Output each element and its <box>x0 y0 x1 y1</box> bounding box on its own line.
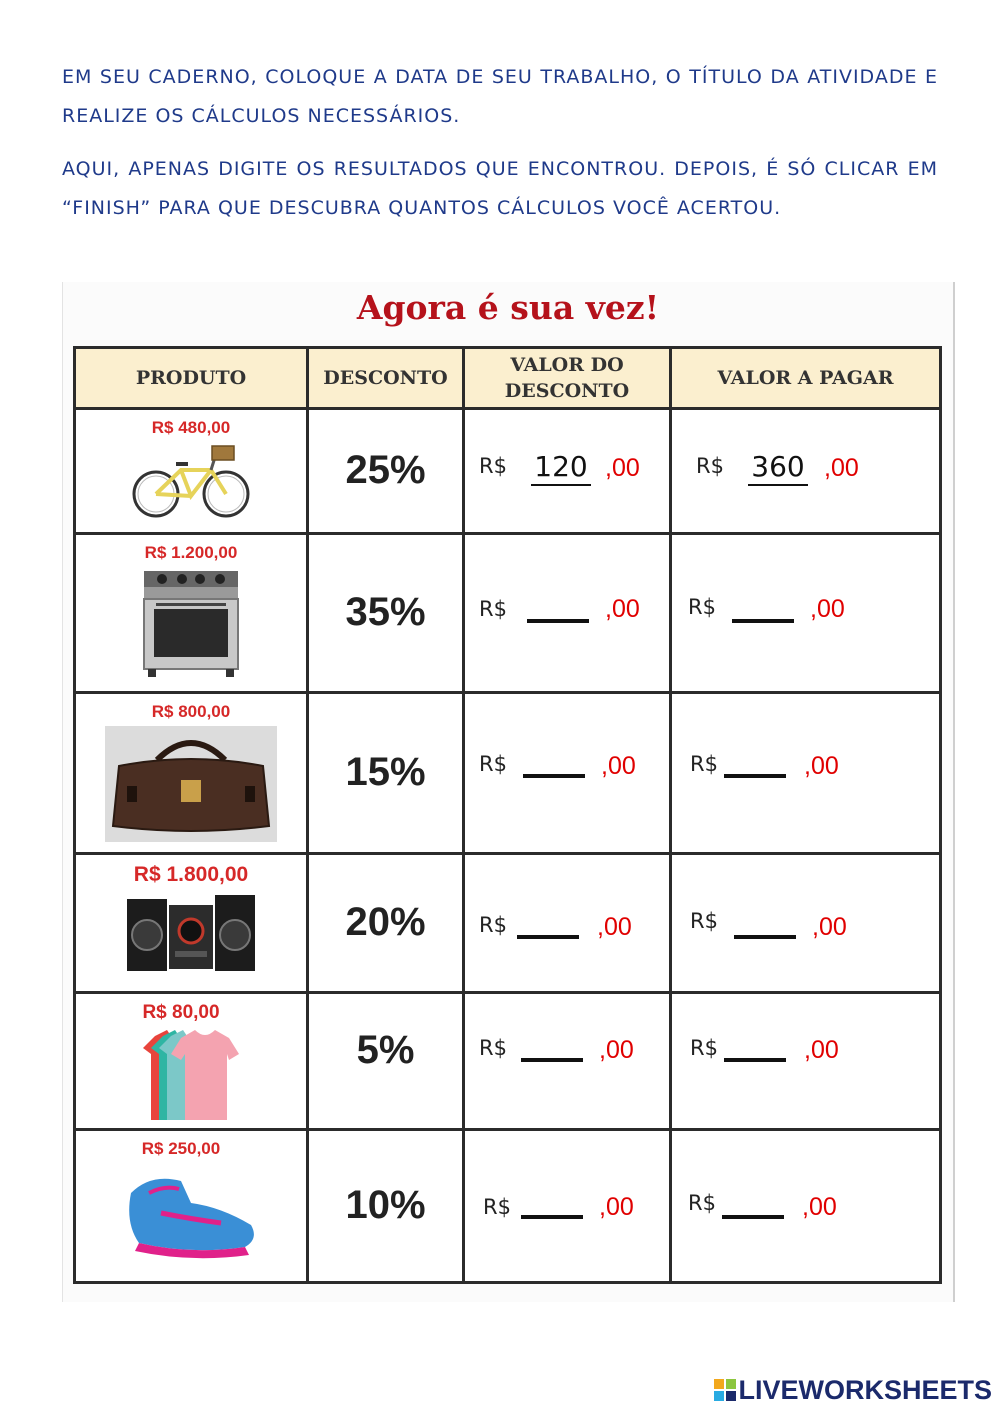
pay-value-cell <box>671 533 941 692</box>
product-cell <box>75 692 308 853</box>
currency-label: R$ <box>479 454 507 478</box>
discount-value-input[interactable] <box>521 1036 583 1062</box>
cents-label: ,00 <box>804 1035 839 1064</box>
discount-table <box>73 346 942 1284</box>
discount-value-answer[interactable]: 120 <box>531 450 591 486</box>
header-valor-desconto-line1: VALOR DO <box>510 354 624 376</box>
header-valor-pagar: VALOR A PAGAR <box>671 348 941 409</box>
discount-percent: 15% <box>308 692 464 853</box>
header-produto: PRODUTO <box>75 348 308 409</box>
table-row <box>75 854 941 993</box>
currency-label: R$ <box>688 1190 716 1215</box>
pay-value-cell <box>671 1129 941 1282</box>
currency-label: R$ <box>479 913 507 938</box>
pay-value-input[interactable] <box>732 597 794 623</box>
pay-value-cell <box>671 692 941 853</box>
product-price: R$ 250,00 <box>141 1138 221 1158</box>
cents-label: ,00 <box>601 751 636 780</box>
discount-value-input[interactable] <box>523 752 585 778</box>
cents-label: ,00 <box>804 751 839 780</box>
cents-label: ,00 <box>812 913 847 942</box>
discount-value-input[interactable] <box>527 597 589 623</box>
discount-percent: 35% <box>308 533 464 692</box>
pay-value-input[interactable] <box>722 1193 784 1219</box>
cents-label: ,00 <box>599 1035 634 1064</box>
header-valor-desconto <box>464 348 671 409</box>
currency-label: R$ <box>690 1035 718 1060</box>
discount-value-cell <box>464 992 671 1129</box>
cents-label: ,00 <box>810 594 845 623</box>
discount-percent: 20% <box>308 854 464 993</box>
product-cell <box>75 409 308 534</box>
header-desconto: DESCONTO <box>308 348 464 409</box>
pay-value-cell <box>671 992 941 1129</box>
table-row <box>75 533 941 692</box>
liveworksheets-logo <box>714 1375 992 1405</box>
currency-label: R$ <box>479 596 507 621</box>
bicycle-icon <box>126 442 256 520</box>
product-price: R$ 480,00 <box>151 418 231 437</box>
bag-icon <box>105 726 277 842</box>
table-header-row <box>75 348 941 409</box>
product-cell <box>75 854 308 993</box>
cents-label: ,00 <box>599 1192 634 1221</box>
instruction-paragraph-1: EM SEU CADERNO, COLOQUE A DATA DE SEU TRABALHO, O TÍTULO DA ATIVIDADE E REALIZE OS CÁLCULOS NECESSÁRIOS. <box>62 66 938 127</box>
cents-label: ,00 <box>597 913 632 942</box>
liveworksheets-logo-icon <box>714 1379 736 1401</box>
pay-value-input[interactable] <box>724 1036 786 1062</box>
currency-label: R$ <box>483 1194 511 1219</box>
liveworksheets-logo-text: LIVEWORKSHEETS <box>738 1374 992 1405</box>
product-cell <box>75 992 308 1129</box>
discount-percent: 25% <box>308 409 464 534</box>
worksheet-title: Agora é sua vez! <box>356 288 660 327</box>
header-valor-desconto-line2: DESCONTO <box>504 380 630 402</box>
discount-value-input[interactable] <box>517 913 579 939</box>
sneaker-icon <box>121 1163 261 1263</box>
product-cell <box>75 533 308 692</box>
product-price: R$ 800,00 <box>151 701 231 721</box>
product-price: R$ 1.800,00 <box>133 863 249 887</box>
discount-value-cell <box>464 1129 671 1282</box>
instruction-paragraph-2: AQUI, APENAS DIGITE OS RESULTADOS QUE ENCONTROU. DEPOIS, É SÓ CLICAR EM “FINISH” PARA QUE DESCUBRA QUANTOS CÁLCULOS VOCÊ ACERTOU. <box>62 158 938 219</box>
discount-value-cell <box>464 692 671 853</box>
currency-label: R$ <box>688 594 716 619</box>
table-row <box>75 1129 941 1282</box>
discount-value-cell <box>464 533 671 692</box>
product-price: R$ 1.200,00 <box>144 542 238 562</box>
currency-label: R$ <box>690 909 718 934</box>
cents-label: ,00 <box>605 454 640 482</box>
sound-system-icon <box>123 891 259 973</box>
pay-value-cell <box>671 854 941 993</box>
cents-label: ,00 <box>605 594 640 623</box>
discount-percent: 5% <box>308 992 464 1129</box>
currency-label: R$ <box>696 454 724 478</box>
discount-percent: 10% <box>308 1129 464 1282</box>
pay-value-cell <box>671 409 941 534</box>
pay-value-input[interactable] <box>734 913 796 939</box>
currency-label: R$ <box>690 751 718 776</box>
discount-value-cell <box>464 854 671 993</box>
pay-value-input[interactable] <box>724 752 786 778</box>
discount-value-cell <box>464 409 671 534</box>
table-row <box>75 992 941 1129</box>
tshirts-icon <box>141 1028 241 1124</box>
currency-label: R$ <box>479 751 507 776</box>
product-cell <box>75 1129 308 1282</box>
pay-value-answer[interactable]: 360 <box>748 450 808 486</box>
product-price: R$ 80,00 <box>142 1001 220 1023</box>
worksheet <box>62 282 955 1302</box>
discount-value-input[interactable] <box>521 1193 583 1219</box>
table-row <box>75 692 941 853</box>
currency-label: R$ <box>479 1035 507 1060</box>
stove-icon <box>136 567 246 679</box>
table-row <box>75 409 941 534</box>
cents-label: ,00 <box>802 1192 837 1221</box>
cents-label: ,00 <box>824 454 859 482</box>
